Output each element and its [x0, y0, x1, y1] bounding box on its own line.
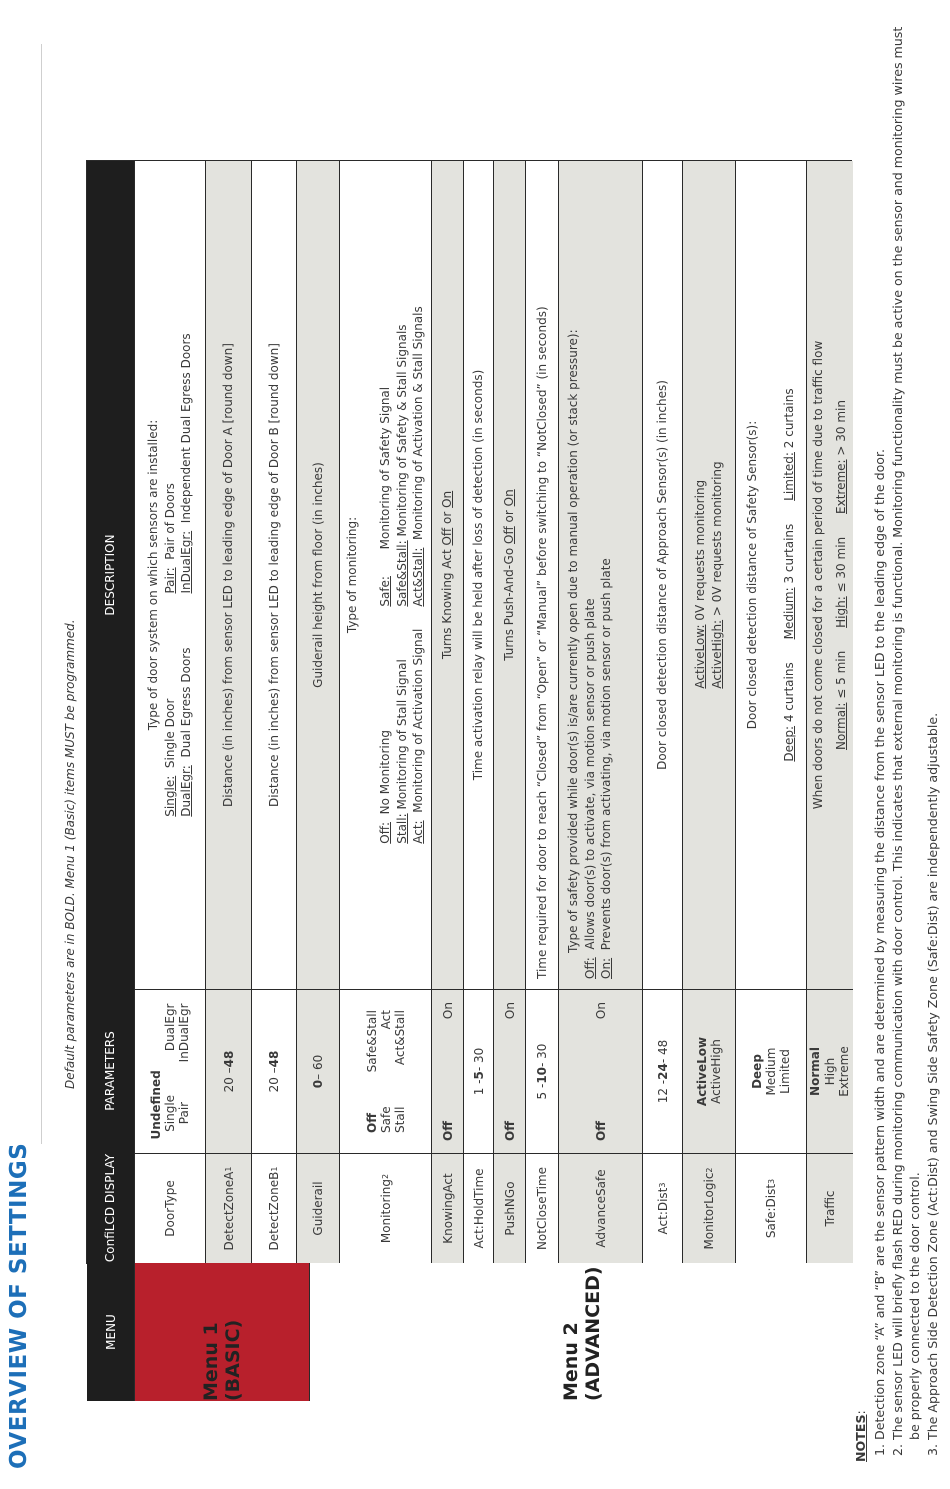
- row-notclosetime: [525, 161, 558, 1263]
- desc-doortype: Type of door system on which sensors are installed: Single: Single Door DualEgr: Dual Egress Doors Pair: Pair of Doors InDualEgr: Independent Dual Egress Doors: [146, 333, 194, 817]
- display-detectzonea: DetectZoneA 1: [206, 1153, 251, 1263]
- display-monitoring: Monitoring 2: [340, 1153, 431, 1263]
- desc-monitorlogic: ActiveLow: 0V requests monitoring ActiveHigh: > 0V requests monitoring: [683, 161, 735, 989]
- menu-2-band: Menu 2 (ADVANCED): [309, 1263, 853, 1401]
- desc-safedist: Door closed detection distance of Safety Sensor(s): Deep: 4 curtains Medium: 3 curtains Limited: 2 curtains: [745, 388, 796, 762]
- row-detectzonea: [205, 161, 251, 1263]
- params-monitorlogic: ActiveLow ActiveHigh: [683, 989, 735, 1153]
- row-knowingact: [431, 161, 463, 1263]
- params-guiderail: 0 – 60: [297, 989, 339, 1153]
- notes-section: NOTES: 1. Detection zone “A” and “B” are the sensor pattern width and are determined by measuring the distance from the sensor LED to the leading edge of the door. 2. The sensor LED will briefly flash RED during monitoring communication with door control. This indicates that external monitoring is functional. Monitoring functionality must be active on the sensor and monitoring wires must be properly connected to the door control. 3. The Approach Side Detection Zone (Act:Dist) and Swing Side Safety Zone (Safe:Dist) are independently adjustable.: [852, 12, 941, 1462]
- params-pushngo: Off On: [494, 989, 525, 1153]
- display-safedist: Safe:Dist 3: [736, 1153, 806, 1263]
- params-detectzoneb: 20 – 48: [252, 989, 296, 1153]
- row-safedist: [735, 161, 806, 1263]
- header-display: ConfiLCD DISPLAY: [102, 1153, 117, 1263]
- display-holdtime: Act:HoldTime: [464, 1153, 493, 1263]
- note-item: 3. The Approach Side Detection Zone (Act:Dist) and Swing Side Safety Zone (Safe:Dist) are independently adjustable.: [924, 12, 941, 1440]
- display-notclosetime: NotCloseTime: [526, 1153, 558, 1263]
- desc-detectzonea: Distance (in inches) from sensor LED to leading edge of Door A [round down]: [206, 161, 251, 989]
- params-knowingact: Off On: [432, 989, 463, 1153]
- header-menu: MENU: [87, 1263, 134, 1401]
- desc-knowingact: Turns Knowing Act Off or On: [432, 161, 463, 989]
- params-safedist: Deep Medium Limited: [736, 989, 806, 1153]
- params-actdist: 12 - 24 - 48: [643, 989, 682, 1153]
- page-title: OVERVIEW OF SETTINGS: [6, 1142, 32, 1469]
- row-actdist: [642, 161, 682, 1263]
- display-doortype: DoorType: [135, 1153, 205, 1263]
- desc-traffic: When doors do not come closed for a certain period of time due to traffic flow Normal: ≤ 5 min High: ≤ 30 min Extreme: > 30 min: [807, 161, 853, 989]
- row-monitoring: [339, 161, 431, 1263]
- note-item: 1. Detection zone “A” and “B” are the sensor pattern width and are determined by measuring the distance from the sensor LED to the leading edge of the door.: [871, 12, 888, 1440]
- params-detectzonea: 20 – 48: [206, 989, 251, 1153]
- header-description: DESCRIPTION: [102, 534, 117, 616]
- desc-notclosetime: Time required for door to reach “Closed” from “Open” or “Manual” before switching to “NotClosed” (in seconds): [534, 306, 549, 979]
- notes-label: NOTES: [853, 1414, 868, 1462]
- display-traffic: Traffic: [807, 1153, 853, 1263]
- display-monitorlogic: MonitorLogic 2: [683, 1153, 735, 1263]
- page-subtitle: Default parameters are in BOLD. Menu 1 (Basic) items MUST be programmed.: [63, 619, 77, 1089]
- note-item: 2. The sensor LED will briefly flash RED during monitoring communication with door control. This indicates that external monitoring is functional. Monitoring functionality must be active on the sensor and monitoring wires must be properly connected to the door control.: [889, 12, 924, 1440]
- desc-monitoring: Type of monitoring: Off: No Monitoring Stall: Monitoring of Stall Signal Act: Monitoring of Activation Signal Safe: Monitoring of Safety Signal Safe&Stall: Monitoring of Safety & Stall Signals Act&Stall: Monitoring of Activation & Stall Signals: [345, 306, 426, 844]
- params-monitoring: Off Safe Stall Safe&Stall Act Act&Stall: [340, 989, 431, 1153]
- row-guiderail: [296, 161, 339, 1263]
- row-holdtime: [463, 161, 493, 1263]
- desc-actdist: Door closed detection distance of Approach Sensor(s) (in inches): [655, 380, 670, 770]
- row-doortype: [134, 161, 205, 1263]
- desc-detectzoneb: Distance (in inches) from sensor LED to leading edge of Door B [round down]: [266, 343, 281, 807]
- display-advancesafe: AdvanceSafe: [559, 1153, 642, 1263]
- header-parameters: PARAMETERS: [102, 1031, 117, 1111]
- params-doortype: Undefined Single Pair DualEgr InDualEgr: [135, 989, 205, 1153]
- settings-table: [86, 160, 852, 1401]
- desc-holdtime: Time activation relay will be held after loss of detection (in seconds): [471, 369, 486, 781]
- title-divider: [41, 44, 42, 1144]
- row-detectzoneb: [251, 161, 296, 1263]
- table-header: [87, 161, 134, 1263]
- desc-advancesafe: Type of safety provided while door(s) is/are currently open due to manual operation (or stack pressure): Off: Allows door(s) to activate, via motion sensor or push plate On: Prevents door(s) from activating, via motion sensor or push plate: [559, 161, 642, 989]
- params-notclosetime: 5 - 10 - 30: [526, 989, 558, 1153]
- display-detectzoneb: DetectZoneB 1: [252, 1153, 296, 1263]
- display-knowingact: KnowingAct: [432, 1153, 463, 1263]
- row-monitorlogic: [682, 161, 735, 1263]
- row-traffic: [806, 161, 853, 1263]
- menu-1-band: Menu 1 (BASIC): [134, 1263, 309, 1401]
- desc-guiderail: Guiderail height from floor (in inches): [297, 161, 339, 989]
- row-advancesafe: [558, 161, 642, 1263]
- desc-pushngo: Turns Push-And-Go Off or On: [494, 161, 525, 989]
- display-pushngo: PushNGo: [494, 1153, 525, 1263]
- display-actdist: Act:Dist 3: [643, 1153, 682, 1263]
- params-holdtime: 1 - 5 - 30: [464, 989, 493, 1153]
- row-pushngo: [493, 161, 525, 1263]
- params-advancesafe: Off On: [559, 989, 642, 1153]
- params-traffic: Normal High Extreme: [807, 989, 853, 1153]
- display-guiderail: Guiderail: [297, 1153, 339, 1263]
